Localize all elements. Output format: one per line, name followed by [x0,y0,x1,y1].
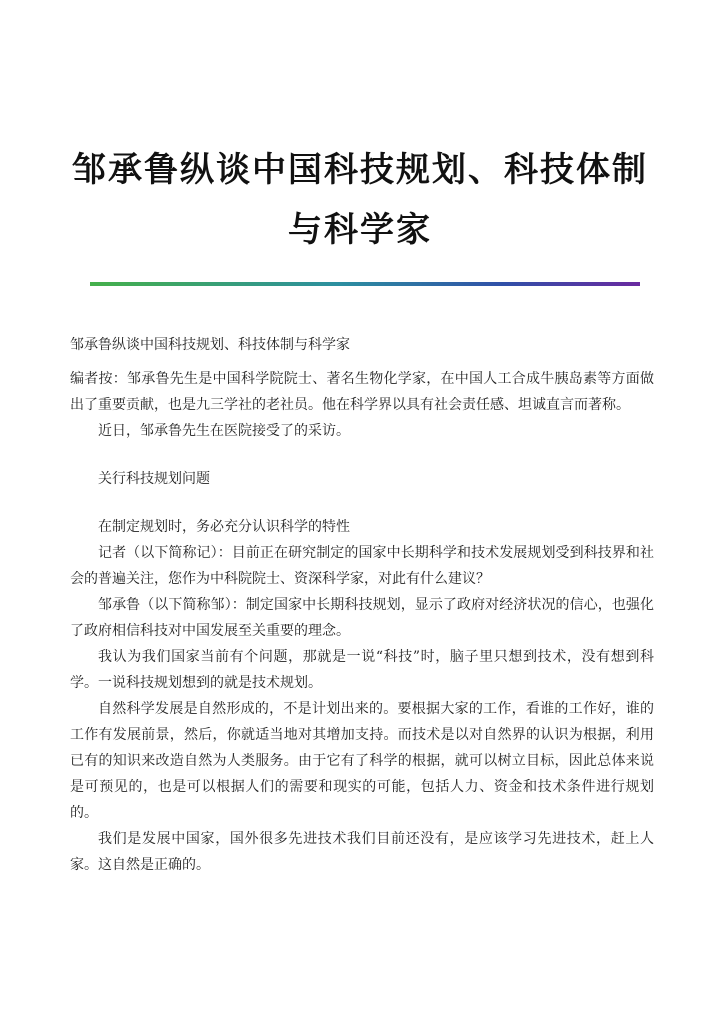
paragraph: 记者（以下简称记）：目前正在研究制定的国家中长期科学和技术发展规划受到科技界和社会的普遍关注，您作为中科院院士、资深科学家，对此有什么建议？ [70,545,654,587]
section-heading: 关行科技规划问题 [98,471,210,487]
paragraph: 我们是发展中国家，国外很多先进技术我们目前还没有，是应该学习先进技术，赶上人家。这自然是正确的。 [70,831,654,873]
paragraph: 邹承鲁（以下简称邹）：制定国家中长期科技规划，显示了政府对经济状况的信心，也强化了政府相信科技对中国发展至关重要的理念。 [70,597,654,639]
article-body [70,332,654,878]
editor-note: 编者按：邹承鲁先生是中国科学院院士、著名生物化学家，在中国人工合成牛胰岛素等方面做出了重要贡献，也是九三学社的老社员。他在科学界以具有社会责任感、坦诚直言而著称。 [70,371,654,413]
paragraph: 自然科学发展是自然形成的，不是计划出来的。要根据大家的工作，看谁的工作好，谁的工作有发展前景，然后，你就适当地对其增加支持。而技术是以对自然界的认识为根据，利用已有的知识来改造自然为人类服务。由于它有了科学的根据，就可以树立目标，因此总体来说是可预见的，也是可以根据人们的需要和现实的可能，包括人力、资金和技术条件进行规划的。 [70,701,654,821]
paragraph: 我认为我们国家当前有个问题，那就是一说“科技”时，脑子里只想到技术，没有想到科学。一说科技规划想到的就是技术规划。 [70,649,654,691]
document-title: 邹承鲁纵谈中国科技规划、科技体制与科学家 [72,150,648,250]
article-subtitle: 邹承鲁纵谈中国科技规划、科技体制与科学家 [70,337,350,353]
intro-paragraph: 近日，邹承鲁先生在医院接受了的采访。 [98,423,350,439]
title-divider [90,282,640,286]
sub-heading: 在制定规划时，务必充分认识科学的特性 [98,519,350,535]
